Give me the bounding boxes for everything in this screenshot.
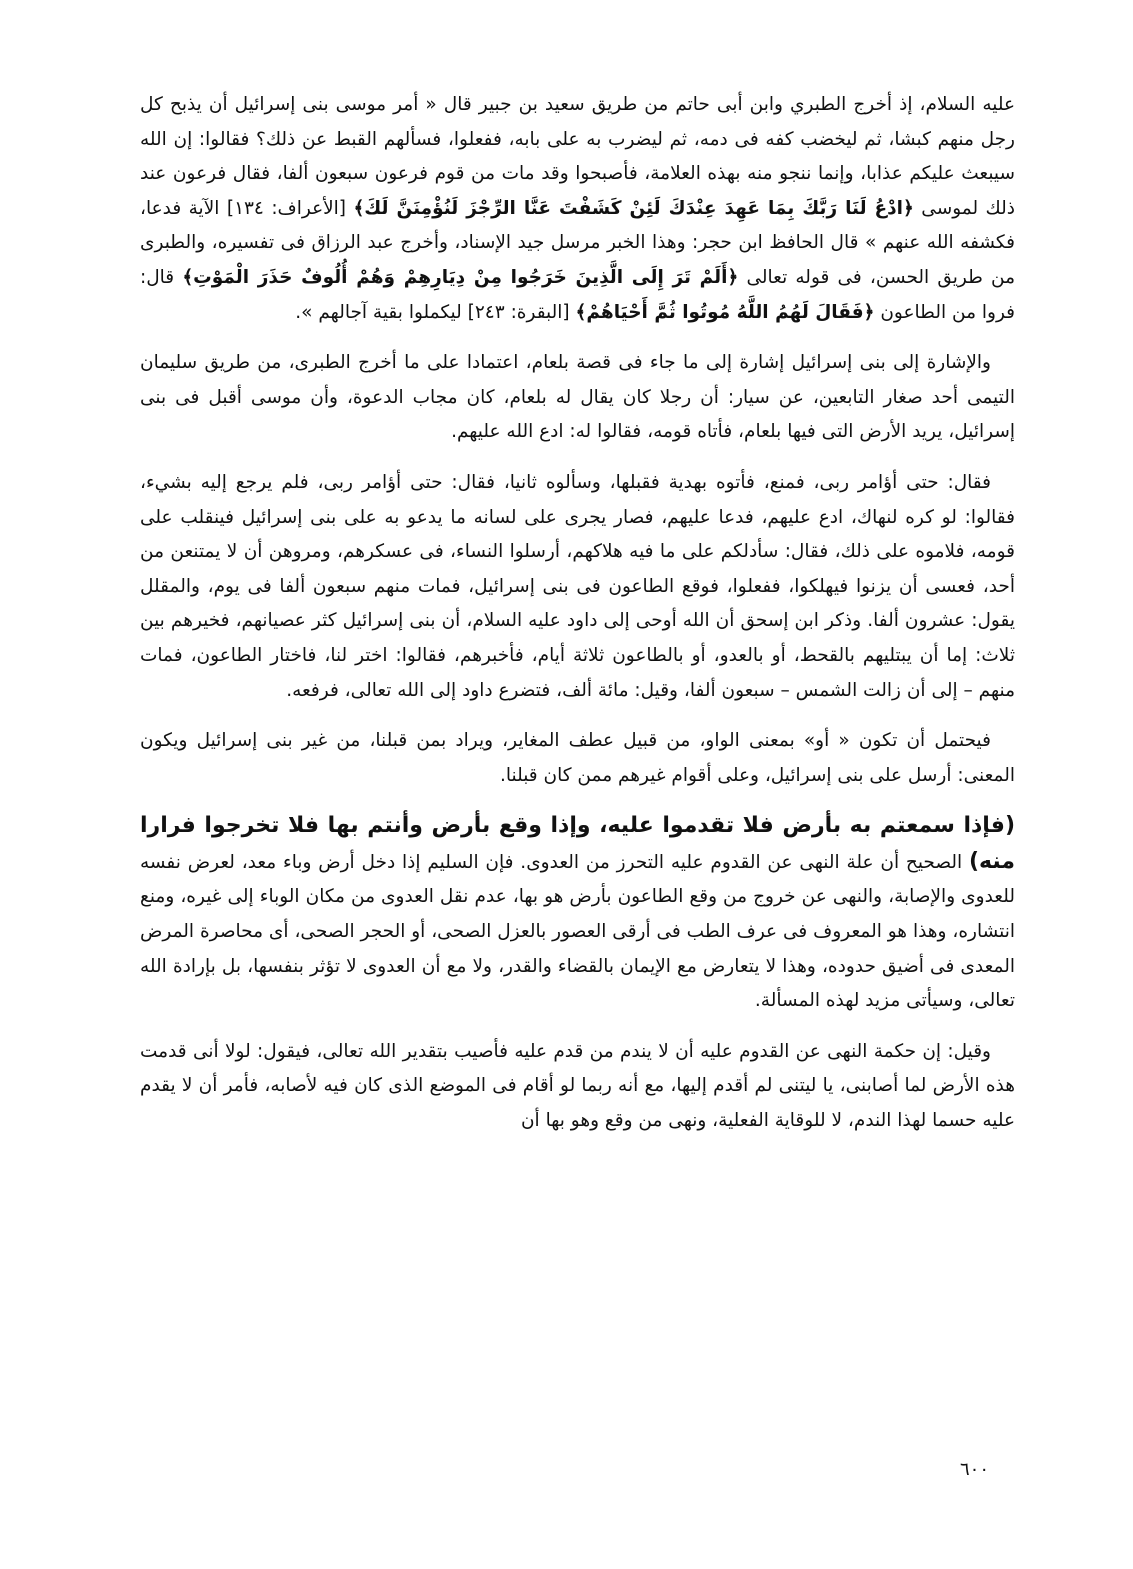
paragraph-2: والإشارة إلى بنى إسرائيل إشارة إلى ما جاء فى قصة بلعام، اعتمادا على ما أخرج الطبرى، من طريق سليمان التيمى أحد صغار التابعين، عن سيار: أن رجلا كان يقال له بلعام، كان مجاب الدعوة، وأن موسى أقبل فى بنى إسرائيل، يريد الأرض التى فيها بلعام، فأتاه قومه، فقالوا له: ادع الله عليهم. — [140, 352, 1015, 443]
quran-verse-baqara-243-b: ﴿فَقَالَ لَهُمُ اللَّهُ مُوتُوا ثُمَّ أَحْيَاهُمْ﴾ — [575, 301, 875, 323]
text-segment: عليه السلام، إذ أخرج الطبري وابن أبى حاتم من طريق سعيد بن جبير قال « أمر موسى بنى إسرائيل أن يذبح كل رجل منهم كبشا، ثم ليخضب كفه فى دمه، ثم ليضرب به على بابه، ففعلوا، فسألهم القبط عن ذلك؟ فقالوا: إن الله سيبعث عليكم عذابا، وإنما ننجو منه بهذه العلامة، فأصبحوا وقد مات من قوم فرعون سبعون ألفا، فقال فرعون عند ذلك لموسى — [140, 94, 1016, 219]
text-segment: قال: فروا من الطاعون — [140, 266, 1015, 323]
quran-verse-baqara-243-a: ﴿أَلَمْ تَرَ إِلَى الَّذِينَ خَرَجُوا مِنْ دِيَارِهِمْ وَهُمْ أُلُوفٌ حَذَرَ الْمَوْتِ﴾ — [182, 266, 739, 288]
quran-verse-araf-134: ﴿ادْعُ لَنَا رَبَّكَ بِمَا عَهِدَ عِنْدَكَ لَئِنْ كَشَفْتَ عَنَّا الرِّجْزَ لَنُؤْمِنَنَّ لَكَ﴾ — [353, 197, 914, 219]
page-number: ٦٠٠ — [960, 1459, 990, 1480]
hadith-quote-heading: (فإذا سمعتم به بأرض فلا تقدموا عليه، وإذا وقع بأرض وأنتم بها فلا تخرجوا فرارا منه) — [140, 813, 1015, 874]
paragraph-3: فقال: حتى أؤامر ربى، فمنع، فأتوه بهدية فقبلها، وسألوه ثانيا، فقال: حتى أؤامر ربى، فلم يرجع إليه بشيء، فقالوا: لو كره لنهاك، ادع عليهم، فدعا عليهم، فصار يجرى على لسانه ما يدعو به على بنى إسرائيل فينقلب على قومه، فلاموه على ذلك، فقال: سأدلكم على ما فيه هلاكهم، أرسلوا النساء، فى عسكرهم، ومروهن أن لا يمتنعن من أحد، فعسى أن يزنوا فيهلكوا، ففعلوا، فوقع الطاعون فى بنى إسرائيل، فمات منهم سبعون ألفا فى يوم، والمقلل يقول: عشرون ألفا. وذكر ابن إسحق أن الله أوحى إلى داود عليه السلام، أن بنى إسرائيل كثر عصيانهم، فخيرهم بين ثلاث: إما أن يبتليهم بالقحط، أو بالعدو، أو بالطاعون ثلاثة أيام، فأخبرهم، فقالوا: اختر لنا، فاختار الطاعون، فمات منهم – إلى أن زالت الشمس – سبعون ألفا، وقيل: مائة ألف، فتضرع داود إلى الله تعالى، فرفعه. — [140, 471, 1015, 701]
page-body — [140, 88, 1015, 1155]
text-segment: [البقرة: ٢٤٣] ليكملوا بقية آجالهم ». — [295, 301, 576, 323]
commentary-text: الصحيح أن علة النهى عن القدوم عليه التحرز من العدوى. فإن السليم إذا دخل أرض وباء معد، لعرض نفسه للعدوى والإصابة، والنهى عن خروج من وقع الطاعون بأرض هو بها، عدم نقل العدوى من مكان الوباء إلى غيره، ومنع انتشاره، وهذا هو المعروف فى عرف الطب فى أرقى العصور بالعزل الصحى، أو الحجر الصحى، أى محاصرة المرض المعدى فى أضيق حدوده، وهذا لا يتعارض مع الإيمان بالقضاء والقدر، ولا مع أن العدوى لا تؤثر بنفسها، بل بإرادة الله تعالى، وسيأتى مزيد لهذه المسألة. — [140, 851, 1015, 1012]
paragraph-4: فيحتمل أن تكون « أو» بمعنى الواو، من قبيل عطف المغاير، ويراد بمن قبلنا، من غير بنى إسرائيل ويكون المعنى: أرسل على بنى إسرائيل، وعلى أقوام غيرهم ممن كان قبلنا. — [140, 730, 1015, 786]
paragraph-1 — [140, 88, 1015, 330]
text-segment: [الأعراف: ١٣٤] الآية فدعا، فكشفه الله عنهم » قال الحافظ ابن حجر: وهذا الخبر مرسل جيد الإسناد، وأخرج عبد الرزاق فى تفسيره، والطبرى من طريق الحسن، فى قوله تعالى — [140, 197, 1015, 288]
paragraph-6: وقيل: إن حكمة النهى عن القدوم عليه أن لا يندم من قدم عليه فأصيب بتقدير الله تعالى، فيقول: لولا أنى قدمت هذه الأرض لما أصابنى، يا ليتنى لم أقدم إليها، مع أنه ربما لو أقام فى الموضع الذى كان فيه لأصابه، فأمر أن لا يقدم عليه حسما لهذا الندم، لا للوقاية الفعلية، ونهى من وقع وهو بها أن — [140, 1040, 1015, 1132]
paragraph-5 — [140, 809, 1015, 1019]
